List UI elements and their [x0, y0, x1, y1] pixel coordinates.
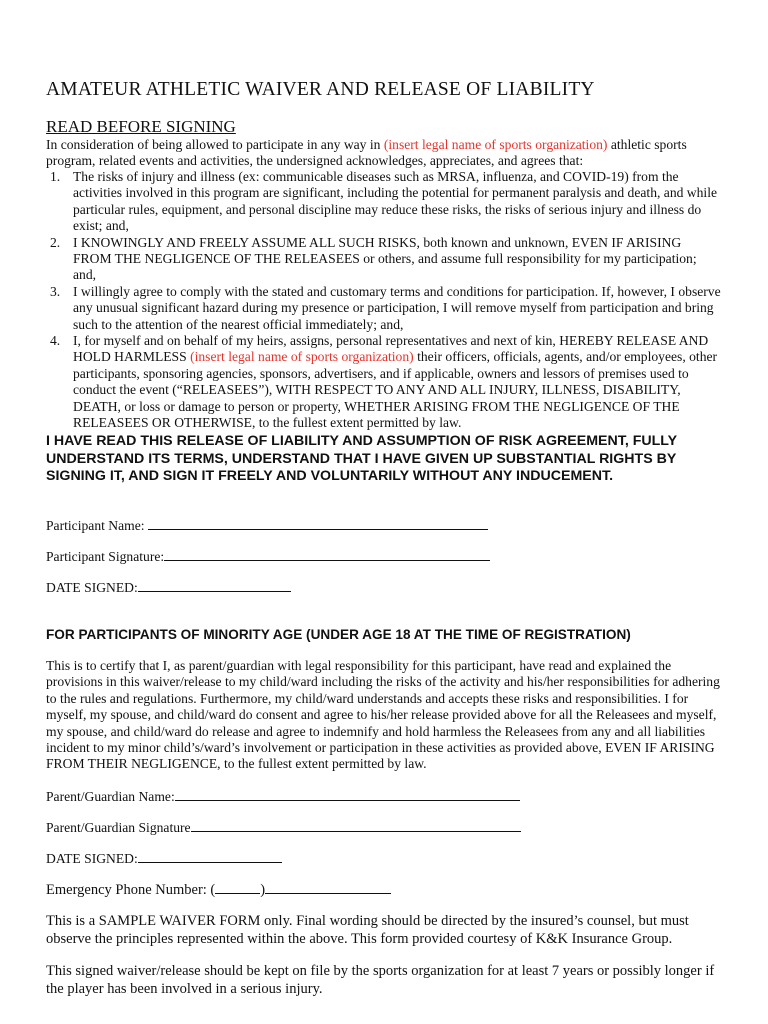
term-number: 1.: [50, 169, 61, 184]
guardian-name-label: Parent/Guardian Name:: [46, 789, 175, 804]
guardian-date-label: DATE SIGNED:: [46, 851, 138, 866]
guardian-name-field: [46, 788, 520, 805]
guardian-signature-label: Parent/Guardian Signature: [46, 820, 191, 835]
term-number: 2.: [50, 234, 61, 250]
guardian-certification-paragraph: This is to certify that I, as parent/guardian with legal responsibility for this participant, have read and explained the provisions in this waiver/release to my child/ward including the risks of the activity and his/her responsibilities for adhering to the rules and regulations. Furthermore, my child/ward understands and accepts these risks and responsibilities. I for myself, my spouse, and child/ward do consent and agree to his/her release provided above for all the Releasees and myself, my spouse, and child/ward do release and agree to indemnify and hold harmless the Releasees from any and all liabilities incident to my minor child’s/ward’s involvement or participation in these activities as provided above, EVEN IF ARISING FROM THEIR NEGLIGENCE, to the fullest extent permitted by law.: [46, 658, 720, 772]
participant-signature-line[interactable]: [164, 548, 490, 561]
term-text: I willingly agree to comply with the stated and customary terms and conditions for participation. If, however, I observe any unusual significant hazard during my presence or participation, I will remove myself from participation and bring such to the attention of the nearest official immediately; and,: [73, 283, 721, 332]
minor-age-heading: FOR PARTICIPANTS OF MINORITY AGE (UNDER AGE 18 AT THE TIME OF REGISTRATION): [46, 627, 631, 642]
guardian-date-line[interactable]: [138, 850, 282, 863]
terms-list: [46, 169, 722, 432]
term-item: [46, 284, 722, 333]
term-number: 3.: [50, 283, 61, 299]
intro-text-end: athletic sports program, related events and activities, the undersigned acknowledges, appreciates, and agrees that:: [46, 137, 687, 169]
record-retention-note: This signed waiver/release should be kept on file by the sports organization for at least 7 years or possibly longer if the player has been involved in a serious injury.: [46, 963, 715, 997]
term-item: [46, 235, 722, 284]
term-text: The risks of injury and illness (ex: communicable diseases such as MRSA, influenza, and COVID-19) from the activities involved in this program are significant, including the potential for permanent paralysis and death, and while particular rules, equipment, and personal discipline may reduce these risks, the risks of serious injury and illness do exist; and,: [73, 169, 718, 234]
participant-signature-label: Participant Signature:: [46, 549, 165, 564]
participant-date-line[interactable]: [138, 579, 291, 592]
area-code-line[interactable]: [215, 881, 260, 894]
participant-signature-field: [46, 548, 490, 565]
area-code-close-paren: ): [260, 882, 266, 898]
guardian-signature-line[interactable]: [191, 819, 521, 832]
term-item: [46, 333, 722, 431]
term-text-start: I, for myself and on behalf of my heirs, assigns, personal representatives and next of kin, HEREBY RELEASE AND HOLD HARMLESS: [73, 333, 709, 365]
document-title: AMATEUR ATHLETIC WAIVER AND RELEASE OF LIABILITY: [46, 79, 595, 100]
participant-name-line[interactable]: [148, 517, 488, 530]
guardian-signature-field: [46, 819, 521, 836]
sample-form-note: This is a SAMPLE WAIVER FORM only. Final wording should be directed by the insured’s counsel, but must observe the principles represented within the above. This form provided courtesy of K&K Insurance Group.: [46, 913, 689, 947]
participant-date-field: [46, 579, 291, 596]
term-number: 4.: [50, 333, 61, 349]
guardian-name-line[interactable]: [175, 788, 520, 801]
intro-text-start: In consideration of being allowed to participate in any way in: [46, 137, 384, 152]
term-text-end: their officers, officials, agents, and/or employees, other participants, sponsoring agencies, sponsors, advertisers, and if applicable, owners and lessors of premises used to conduct the event (“RELEASEES”), WITH RESPECT TO ANY AND ALL INJURY, ILLNESS, DISABILITY, DEATH, or loss or damage to person or property, WHETHER ARISING FROM THE NEGLIGENCE OF THE RELEASEES OR OTHERWISE, to the fullest extent permitted by law.: [73, 349, 718, 431]
acknowledgement-statement: I HAVE READ THIS RELEASE OF LIABILITY AND ASSUMPTION OF RISK AGREEMENT, FULLY UNDERSTAND ITS TERMS, UNDERSTAND THAT I HAVE GIVEN UP SUBSTANTIAL RIGHTS BY SIGNING IT, AND SIGN IT FREELY AND VOLUNTARILY WITHOUT ANY INDUCEMENT.: [46, 433, 677, 484]
participant-date-label: DATE SIGNED:: [46, 580, 138, 595]
read-before-signing-heading: READ BEFORE SIGNING: [46, 117, 236, 136]
org-name-placeholder: (insert legal name of sports organization): [383, 137, 608, 152]
emergency-phone-label: Emergency Phone Number: (: [46, 882, 216, 898]
intro-paragraph: [46, 137, 722, 170]
term-item: [46, 169, 722, 235]
participant-name-field: [46, 517, 488, 534]
term-text: I KNOWINGLY AND FREELY ASSUME ALL SUCH RISKS, both known and unknown, EVEN IF ARISING FROM THE NEGLIGENCE OF THE RELEASEES or others, and assume full responsibility for my participation; and,: [73, 234, 697, 283]
participant-name-label: Participant Name:: [46, 518, 148, 533]
phone-number-line[interactable]: [265, 881, 391, 894]
emergency-phone-field: [46, 881, 391, 899]
org-name-placeholder: (insert legal name of sports organization): [190, 349, 414, 365]
guardian-date-field: [46, 850, 282, 867]
